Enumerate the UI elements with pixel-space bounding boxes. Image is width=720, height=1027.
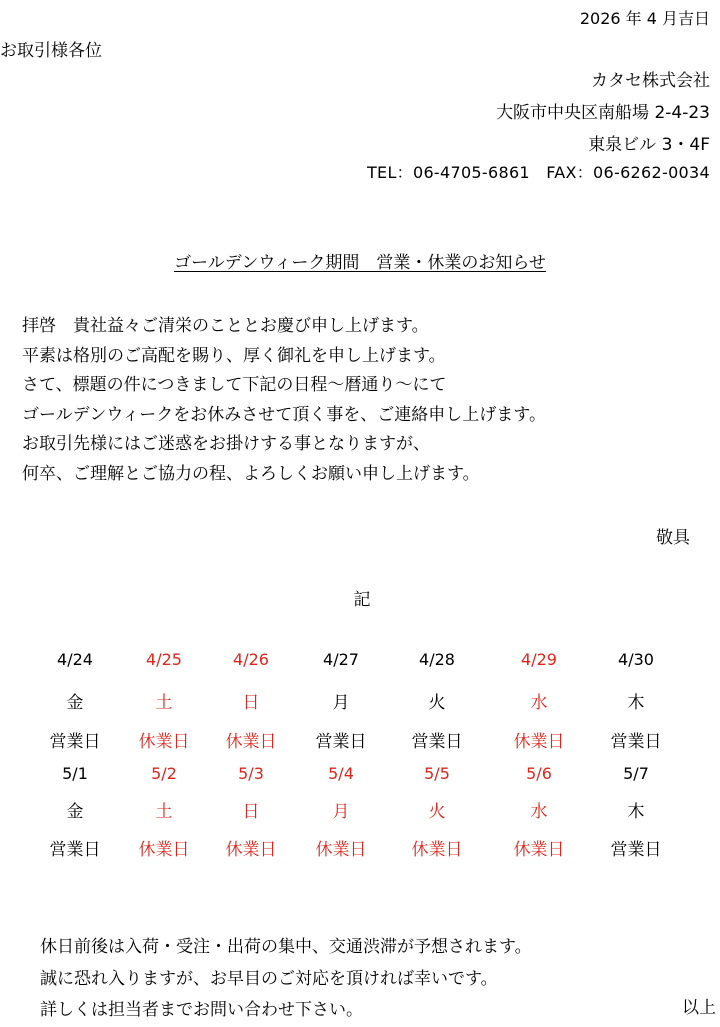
- calendar-weekday: 土: [155, 693, 173, 713]
- calendar-date: 4/29: [521, 650, 557, 669]
- calendar-status: 営業日: [411, 732, 463, 752]
- calendar-date: 5/2: [151, 764, 177, 783]
- calendar-status: 営業日: [610, 840, 662, 860]
- calendar-date: 5/1: [62, 764, 88, 783]
- calendar-weekday: 水: [530, 802, 548, 822]
- calendar-weekday: 火: [428, 693, 446, 713]
- calendar-weekday: 月: [332, 802, 350, 822]
- company-name: カタセ株式会社: [591, 71, 710, 91]
- calendar-status: 休業日: [225, 732, 277, 752]
- body-line: 平素は格別のご高配を賜り、厚く御礼を申し上げます。: [22, 345, 446, 366]
- calendar-status: 休業日: [225, 840, 277, 860]
- calendar-status: 休業日: [138, 840, 190, 860]
- calendar-status: 営業日: [49, 840, 101, 860]
- calendar-date: 5/3: [238, 764, 264, 783]
- calendar-weekday: 木: [627, 693, 645, 713]
- calendar-weekday: 火: [428, 802, 446, 822]
- calendar-date: 4/30: [618, 650, 654, 669]
- calendar-status: 営業日: [315, 732, 367, 752]
- calendar-weekday: 日: [242, 693, 260, 713]
- calendar-date: 5/7: [623, 764, 649, 783]
- calendar-weekday: 月: [332, 693, 350, 713]
- note-line: 詳しくは担当者までお問い合わせ下さい。: [40, 1000, 363, 1020]
- note-line: 誠に恐れ入りますが、お早目のご対応を頂ければ幸いです。: [40, 968, 498, 989]
- notes: [40, 932, 532, 1027]
- letter-body: [22, 312, 546, 489]
- calendar-status: 休業日: [315, 840, 367, 860]
- calendar-status: 休業日: [411, 840, 463, 860]
- company-address: 大阪市中央区南船場 2-4-23: [496, 103, 710, 123]
- body-line: ゴールデンウィークをお休みさせて頂く事を、ご連絡申し上げます。: [22, 404, 546, 425]
- end-mark: 以上: [682, 998, 716, 1018]
- calendar-date: 4/28: [419, 650, 455, 669]
- calendar-date: 4/24: [57, 650, 93, 669]
- calendar-date: 5/6: [526, 764, 552, 783]
- body-line: お取引先様にはご迷惑をお掛けする事となりますが、: [22, 434, 430, 454]
- calendar-status: 休業日: [513, 840, 565, 860]
- company-building: 東泉ビル 3・4F: [588, 135, 710, 155]
- calendar-weekday: 木: [627, 802, 645, 822]
- calendar-weekday: 金: [66, 802, 84, 822]
- calendar-status: 休業日: [138, 732, 190, 752]
- ki-heading: 記: [353, 590, 371, 610]
- calendar-weekday: 水: [530, 693, 548, 713]
- calendar-date: 4/27: [323, 650, 359, 669]
- calendar-status: 営業日: [610, 732, 662, 752]
- calendar-date: 5/5: [424, 764, 450, 783]
- company-contact: TEL：06-4705-6861 FAX：06-6262-0034: [366, 163, 710, 182]
- notice-title-wrapper: [0, 248, 720, 273]
- body-line: さて、標題の件につきまして下記の日程～暦通り～にて: [22, 375, 447, 395]
- calendar-status: 営業日: [49, 732, 101, 752]
- closing-keigu: 敬具: [656, 528, 690, 548]
- note-line: 休日前後は入荷・受注・出荷の集中、交通渋滞が予想されます。: [40, 937, 532, 957]
- calendar-weekday: 日: [242, 802, 260, 822]
- calendar-date: 4/25: [146, 650, 182, 669]
- calendar-date: 4/26: [233, 650, 269, 669]
- notice-title: ゴールデンウィーク期間 営業・休業のお知らせ: [174, 253, 546, 273]
- calendar-status: 休業日: [513, 732, 565, 752]
- calendar-weekday: 金: [66, 693, 84, 713]
- recipients: お取引様各位: [0, 41, 102, 61]
- calendar-weekday: 土: [155, 802, 173, 822]
- calendar-date: 5/4: [328, 764, 354, 783]
- body-line: 拝啓 貴社益々ご清栄のこととお慶び申し上げます。: [22, 316, 429, 336]
- body-line: 何卒、ご理解とご協力の程、よろしくお願い申し上げます。: [22, 463, 480, 484]
- document-date: 2026 年 4 月吉日: [579, 9, 710, 28]
